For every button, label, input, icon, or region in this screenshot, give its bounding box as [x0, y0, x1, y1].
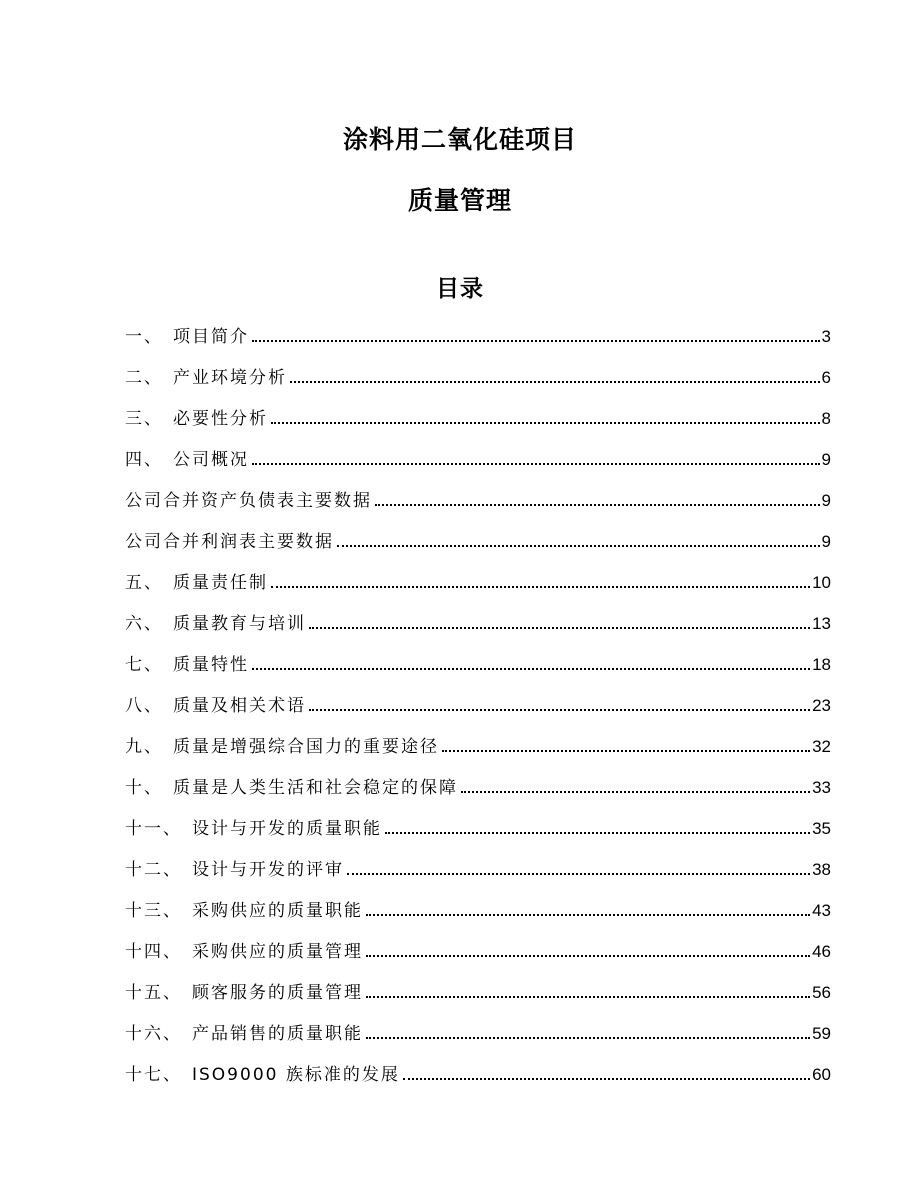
- toc-entry[interactable]: [125, 362, 831, 403]
- toc-entry[interactable]: [125, 1018, 831, 1059]
- toc-entry-page: 33: [812, 778, 831, 797]
- toc-entry-label: [125, 813, 382, 845]
- toc-entry-text: 质量教育与培训: [173, 614, 306, 634]
- toc-entry[interactable]: [125, 485, 831, 526]
- toc-entry-page: 60: [812, 1065, 831, 1084]
- toc-entry-page: 9: [821, 491, 831, 510]
- document-subtitle: 质量管理: [407, 186, 512, 215]
- toc-entry-page: 23: [812, 696, 831, 715]
- toc-entry-text: 采购供应的质量管理: [192, 942, 363, 962]
- toc-entry[interactable]: [125, 690, 831, 731]
- toc-entry-text: 顾客服务的质量管理: [192, 983, 363, 1003]
- toc-entry-page: 13: [812, 614, 831, 633]
- dot-leader: [271, 586, 810, 588]
- toc-entry-text: 公司合并资产负债表主要数据: [125, 491, 372, 511]
- dot-leader: [252, 340, 820, 342]
- dot-leader: [375, 504, 820, 506]
- toc-entry-number: 十四、: [125, 942, 182, 962]
- dot-leader: [366, 955, 810, 957]
- dot-leader: [252, 668, 810, 670]
- toc-entry-label: [125, 895, 363, 927]
- toc-entry-number: 三、: [125, 409, 163, 429]
- toc-entry-text: 质量特性: [173, 655, 249, 675]
- toc-entry[interactable]: [125, 1059, 831, 1100]
- dot-leader: [271, 422, 820, 424]
- toc-entry-number: 十五、: [125, 983, 182, 1003]
- toc-entry-page: 32: [812, 737, 831, 756]
- toc-entry-number: 十三、: [125, 901, 182, 921]
- toc-entry-page: 9: [821, 532, 831, 551]
- toc-entry-text: 产业环境分析: [173, 368, 287, 388]
- toc-entry-text: 质量责任制: [173, 573, 268, 593]
- dot-leader: [309, 709, 810, 711]
- toc-entry[interactable]: [125, 567, 831, 608]
- toc-entry[interactable]: [125, 895, 831, 936]
- toc-entry[interactable]: [125, 936, 831, 977]
- toc-entry[interactable]: [125, 608, 831, 649]
- toc-entry-page: 38: [812, 860, 831, 879]
- toc-entry-number: 四、: [125, 450, 163, 470]
- toc-entry-text: 必要性分析: [173, 409, 268, 429]
- toc-entry-label: [125, 854, 344, 886]
- toc-entry-text: 采购供应的质量职能: [192, 901, 363, 921]
- toc-entry-text: 公司概况: [173, 450, 249, 470]
- toc-entry-page: 6: [821, 368, 831, 387]
- toc-entry[interactable]: [125, 813, 831, 854]
- dot-leader: [385, 832, 810, 834]
- dot-leader: [337, 545, 820, 547]
- toc-entry-label: [125, 1018, 363, 1050]
- dot-leader: [366, 914, 810, 916]
- toc-entry[interactable]: [125, 321, 831, 362]
- toc-entry-text: 公司合并利润表主要数据: [125, 532, 334, 552]
- toc-entry-number: 一、: [125, 327, 163, 347]
- toc-entry-label: [125, 977, 363, 1009]
- toc-entry-page: 10: [812, 573, 831, 592]
- toc-entry-number: 十、: [125, 778, 163, 798]
- toc-entry-page: 35: [812, 819, 831, 838]
- dot-leader: [366, 1037, 810, 1039]
- toc-entry-number: 二、: [125, 368, 163, 388]
- toc-entry-number: 九、: [125, 737, 163, 757]
- dot-leader: [309, 627, 810, 629]
- toc-entry-number: 十一、: [125, 819, 182, 839]
- toc-entry-number: 十二、: [125, 860, 182, 880]
- toc-entry-text: ISO9000 族标准的发展: [192, 1065, 400, 1085]
- toc-entry-label: [125, 690, 306, 722]
- toc-entry-number: 十六、: [125, 1024, 182, 1044]
- toc-entry-label: [125, 649, 249, 681]
- toc-entry[interactable]: [125, 649, 831, 690]
- dot-leader: [366, 996, 810, 998]
- toc-entry-text: 质量及相关术语: [173, 696, 306, 716]
- toc-entry-label: [125, 1059, 400, 1091]
- dot-leader: [403, 1078, 810, 1080]
- toc-entry-label: [125, 362, 287, 394]
- toc-entry[interactable]: [125, 403, 831, 444]
- dot-leader: [442, 750, 810, 752]
- table-of-contents: [125, 321, 831, 1100]
- toc-entry-label: [125, 936, 363, 968]
- toc-entry-label: [125, 772, 458, 804]
- toc-entry-page: 9: [821, 450, 831, 469]
- toc-entry-text: 设计与开发的质量职能: [192, 819, 382, 839]
- toc-entry-page: 56: [812, 983, 831, 1002]
- toc-entry-label: [125, 731, 439, 763]
- toc-entry-text: 产品销售的质量职能: [192, 1024, 363, 1044]
- toc-entry-label: [125, 608, 306, 640]
- toc-entry-text: 质量是增强综合国力的重要途径: [173, 737, 439, 757]
- toc-entry-text: 设计与开发的评审: [192, 860, 344, 880]
- toc-entry-number: 十七、: [125, 1065, 182, 1085]
- toc-heading: 目录: [436, 276, 484, 302]
- dot-leader: [252, 463, 820, 465]
- toc-entry-label: [125, 403, 268, 435]
- toc-entry[interactable]: [125, 526, 831, 567]
- toc-entry-number: 七、: [125, 655, 163, 675]
- toc-entry-page: 18: [812, 655, 831, 674]
- toc-entry-page: 3: [821, 327, 831, 346]
- toc-entry-text: 质量是人类生活和社会稳定的保障: [173, 778, 458, 798]
- toc-entry-page: 8: [821, 409, 831, 428]
- toc-entry-page: 43: [812, 901, 831, 920]
- dot-leader: [347, 873, 810, 875]
- toc-entry-label: [125, 485, 372, 517]
- toc-entry-text: 项目简介: [173, 327, 249, 347]
- toc-entry-label: [125, 321, 249, 353]
- toc-entry[interactable]: [125, 444, 831, 485]
- toc-entry[interactable]: [125, 977, 831, 1018]
- toc-entry[interactable]: [125, 772, 831, 813]
- document-title: 涂料用二氧化硅项目: [342, 125, 577, 154]
- toc-entry-number: 八、: [125, 696, 163, 716]
- toc-entry-label: [125, 444, 249, 476]
- toc-entry-page: 46: [812, 942, 831, 961]
- toc-entry-label: [125, 567, 268, 599]
- toc-entry[interactable]: [125, 854, 831, 895]
- toc-entry-label: [125, 526, 334, 558]
- toc-entry-page: 59: [812, 1024, 831, 1043]
- toc-entry[interactable]: [125, 731, 831, 772]
- dot-leader: [290, 381, 820, 383]
- toc-entry-number: 六、: [125, 614, 163, 634]
- toc-entry-number: 五、: [125, 573, 163, 593]
- dot-leader: [461, 791, 810, 793]
